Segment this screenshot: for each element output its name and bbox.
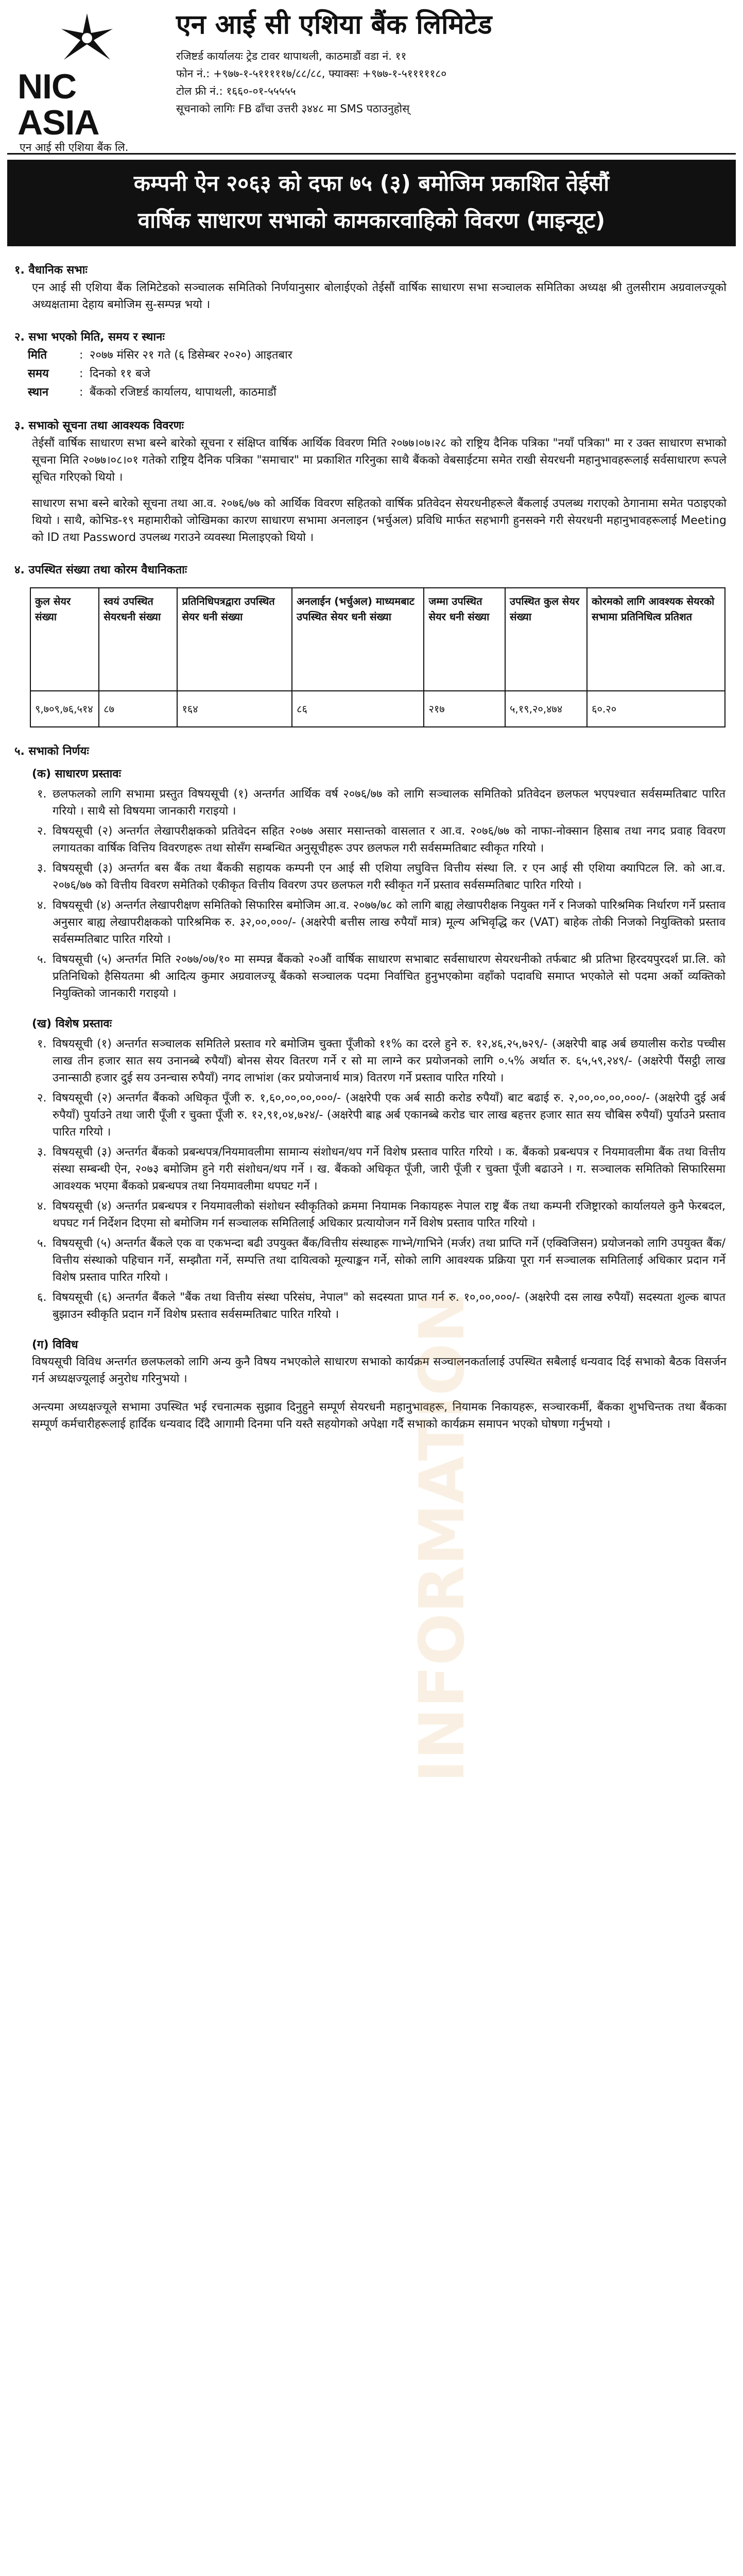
list-item xyxy=(7,951,736,1002)
section-heading: ३. सभाको सूचना तथा आवश्यक विवरणः xyxy=(14,419,184,432)
item-text: विषयसूची (१) अन्तर्गत सञ्चालक समितिले प्रस्ताव गरे बमोजिम चुक्ता पूँजीको ११% का दरले हुने रु. १२,४६,२५,७२९/- (अक्षरेपी बाह्र अर्ब छयालीस करोड पच्चीस लाख तीन हजार सात सय उनानब्बे रुपैयाँ) बोनस सेयर वितरण गर्ने र सो मा लाग्ने कर प्रयोजनको लागि ०.५% अर्थात रु. ६५,५९,२४९/- (अक्षरेपी पैंसट्ठी लाख उनान्साठी हजार दुई सय उनन्चास रुपैयाँ) नगद लाभांश (कर प्रयोजनार्थ मात्र) वितरण गर्ने प्रस्ताव पारित गरियो । xyxy=(53,1038,725,1084)
column-header: कुल सेयर संख्या xyxy=(30,588,99,691)
title-line-1: कम्पनी ऐन २०६३ को दफा ७५ (३) बमोजिम प्रकाशित तेईसौं xyxy=(133,171,610,196)
meeting-place-row xyxy=(28,383,736,402)
field-value: दिनको ११ बजे xyxy=(90,367,150,380)
column-header: कोरमको लागि आवश्यक सेयरको सभामा प्रतिनिधित्व प्रतिशत xyxy=(587,588,725,691)
special-resolutions-list xyxy=(7,1036,736,1323)
toll-free: टोल फ्री नं.: १६६०-०१-५५५५५ xyxy=(176,85,296,97)
title-line-2: वार्षिक साधारण सभाको कामकारवाहिको विवरण (माइन्यूट) xyxy=(137,208,606,233)
list-item xyxy=(7,1198,736,1232)
nic-asia-star-icon xyxy=(59,13,115,62)
field-value: २०७७ मंसिर २१ गते (६ डिसेम्बर २०२०) आइतबार xyxy=(90,349,292,362)
item-number: १. xyxy=(37,1038,47,1050)
column-header: प्रतिनिधिपत्रद्वारा उपस्थित सेयर धनी संख्या xyxy=(177,588,292,691)
item-number: ५. xyxy=(37,953,47,966)
item-text: विषयसूची (४) अन्तर्गत प्रबन्धपत्र र नियमावलीको संशोधन स्वीकृतिको क्रममा नियामक निकायहरू नेपाल राष्ट्र बैंक तथा कम्पनी रजिष्ट्रारको कार्यालयले कुनै फेरबदल, थपघट गर्न निर्देशन दिएमा सो बमोजिम गर्न सञ्चालक समितिलाई अधिकार प्रत्यायोजन गर्ने विशेष प्रस्ताव पारित गरियो । xyxy=(53,1200,725,1230)
separator: : xyxy=(79,386,83,399)
section-meeting-notice xyxy=(7,417,736,546)
section-heading: १. वैधानिक सभाः xyxy=(14,264,88,277)
table-cell: ६०.२० xyxy=(587,691,725,727)
miscellaneous-body xyxy=(7,1353,736,1433)
paragraph: विषयसूची विविध अन्तर्गत छलफलको लागि अन्य कुनै विषय नभएकोले साधारण सभाको कार्यक्रम सञ्चालनकर्तालाई उपस्थित सबैलाई धन्यवाद दिई सभाको बैठक विसर्जन गर्न अध्यक्षज्यूलाई अनुरोध गरिनुभयो । xyxy=(32,1355,727,1385)
table-cell: १६४ xyxy=(177,691,292,727)
list-item xyxy=(7,860,736,894)
table-cell: ९,७०९,७६,५१४ xyxy=(30,691,99,727)
special-resolutions-heading: (ख) विशेष प्रस्तावः xyxy=(32,1018,112,1030)
letterhead xyxy=(7,0,736,155)
table-cell: ८६ xyxy=(292,691,424,727)
field-value: बैंकको रजिष्टर्ड कार्यालय, थापाथली, काठमाडौं xyxy=(90,386,277,399)
list-item xyxy=(7,1289,736,1323)
item-text: विषयसूची (२) अन्तर्गत लेखापरीक्षकको प्रतिवेदन सहित २०७७ असार मसान्तको वासलात र आ.व. २०७६/७७ को नाफा-नोक्सान हिसाब तथा नगद प्रवाह विवरण लगायतका वार्षिक वित्तिय विवरणहरू तथा सोसँग सम्बन्धित अनुसूचीहरू उपर छलफल गरी सर्वसम्मतिबाट स्वीकृत गरियो । xyxy=(53,825,725,855)
closing-paragraph: अन्त्यमा अध्यक्षज्यूले सभामा उपस्थित भई रचनात्मक सुझाव दिनुहुने सम्पूर्ण सेयरधनी महानुभावहरू, नियामक निकायहरू, सञ्चारकर्मी, बैंकका शुभचिन्तक तथा बैंकका सम्पूर्ण कर्मचारीहरूलाई हार्दिक धन्यवाद दिँदै आगामी दिनमा पनि यस्तै सहयोगको अपेक्षा गर्दै सभाको कार्यक्रम समापन भएको घोषणा गर्नुभयो । xyxy=(32,1401,727,1431)
column-header: स्वयं उपस्थित सेयरधनी संख्या xyxy=(99,588,177,691)
sms-info: सूचनाको लागिः FB ढाँचा उत्तरी ३४४८ मा SMS पठाउनुहोस् xyxy=(176,103,410,115)
item-number: ४. xyxy=(37,899,47,912)
item-number: ३. xyxy=(37,1146,47,1159)
logo-block xyxy=(7,0,162,153)
field-label: समय xyxy=(28,367,49,380)
section-heading: ५. सभाको निर्णयः xyxy=(14,745,89,758)
logo-text: NIC ASIA xyxy=(18,67,99,142)
list-item xyxy=(7,1090,736,1141)
section-heading: २. सभा भएको मिति, समय र स्थानः xyxy=(14,331,165,344)
paragraph: तेईसौं वार्षिक साधारण सभा बस्ने बारेको सूचना र संक्षिप्त वार्षिक आर्थिक विवरण मिति २०७७।०७।२८ को राष्ट्रिय दैनिक पत्रिका "नयाँ पत्रिका" मा र उक्त साधारण सभाको सूचना मिति २०७७।०८।०१ गतेको राष्ट्रिय दैनिक पत्रिका "समाचार" मा प्रकाशित गरिनुका साथै बैंकको वेबसाईटमा समेत राखी सेयरधनी महानुभावहरूलाई सर्वसाधारण रूपले सूचित गरिएको थियो । xyxy=(32,437,727,484)
table-cell: ५,१९,२०,४७४ xyxy=(505,691,587,727)
item-text: विषयसूची (६) अन्तर्गत बैंकले "बैंक तथा वित्तीय संस्था परिसंघ, नेपाल" को सदस्यता प्राप्त गर्न रु. १०,००,०००/- (अक्षरेपी दस लाख रुपैयाँ) सदस्यता शुल्क बापत बुझाउन स्वीकृति प्रदान गर्ने विशेष प्रस्ताव सर्वसम्मतिबाट पारित गरियो । xyxy=(53,1291,725,1321)
item-number: ६. xyxy=(37,1291,47,1304)
paragraph: एन आई सी एशिया बैंक लिमिटेडको सञ्चालक समितिको निर्णयानुसार बोलाईएको तेईसौं वार्षिक साधारण सभा सञ्चालक समितिका अध्यक्ष श्री तुलसीराम अग्रवालज्यूको अध्यक्षतामा देहाय बमोजिम सु-सम्पन्न भयो । xyxy=(32,281,727,311)
list-item xyxy=(7,823,736,857)
meeting-date-row xyxy=(28,346,736,365)
section-heading: ४. उपस्थित संख्या तथा कोरम वैधानिकताः xyxy=(14,564,187,577)
item-number: १. xyxy=(37,788,47,801)
meeting-details xyxy=(7,346,736,402)
item-number: ३. xyxy=(37,862,47,875)
table-cell: २१७ xyxy=(424,691,505,727)
item-text: विषयसूची (३) अन्तर्गत बैंकको प्रबन्धपत्र/नियमावलीमा सामान्य संशोधन/थप गर्ने विशेष प्रस्ताव पारित गरियो । क. बैंकको प्रबन्धपत्र र नियमावलीमा बैंक तथा वित्तीय संस्था सम्बन्धी ऐन, २०७३ बमोजिम हुने गरी संशोधन/थप गर्ने । ख. बैंकको अधिकृत पूँजी, जारी पूँजी र चुक्ता पूँजी बढाउने । ग. सञ्चालक समितिको सिफारिसमा आवश्यक भएमा बैंकको प्रबन्धपत्र तथा नियमावलीमा थपघट गर्ने । xyxy=(53,1146,725,1193)
bank-contact-block xyxy=(162,0,736,153)
office-address: रजिष्टर्ड कार्यालयः ट्रेड टावर थापाथली, काठमाडौं वडा नं. ११ xyxy=(176,50,407,62)
field-label: स्थान xyxy=(28,386,49,399)
item-number: २. xyxy=(37,1092,47,1105)
separator: : xyxy=(79,349,83,362)
item-text: विषयसूची (५) अन्तर्गत मिति २०७७/०७/१० मा सम्पन्न बैंकको २०औं वार्षिक साधारण सभाबाट सर्वसाधारण सेयरधनीको तर्फबाट श्री प्रतिभा हिरदयपुरदर्श प्रा.लि. को प्रतिनिधिको हैसियतमा श्री आदित्य कुमार अग्रवालज्यू बैंकको सञ्चालक पदमा निर्वाचित हुनुभएकोमा वहाँको पदावधि समाप्त भएकोले सो पदमा अर्को व्यक्तिको नियुक्तिको जानकारी गराइयो । xyxy=(53,953,725,1000)
item-text: विषयसूची (४) अन्तर्गत लेखापरीक्षण समितिको सिफारिस बमोजिम आ.व. २०७७/७८ को लागि बाह्य लेखापरीक्षक नियुक्त गर्ने र निजको पारिश्रमिक निर्धारण गर्ने प्रस्ताव अनुसार बाह्य लेखापरीक्षकको पारिश्रमिक रु. ३२,००,०००/- (अक्षरेपी बत्तीस लाख रुपैयाँ मात्र) मूल्य अभिवृद्धि कर (VAT) बाहेक तोकी निजको नियुक्तिको प्रस्ताव सर्वसम्मतिबाट पारित गरियो । xyxy=(53,899,725,946)
bank-name: एन आई सी एशिया बैंक लिमिटेड xyxy=(176,9,492,40)
item-text: छलफलको लागि सभामा प्रस्तुत विषयसूची (१) अन्तर्गत आर्थिक वर्ष २०७६/७७ को लागि सञ्चालक समितिको प्रतिवेदन छलफल भएपश्चात सर्वसम्मतिबाट पारित गरियो । साथै सो विषयमा जानकारी गराइयो । xyxy=(53,788,725,818)
paragraph: साधारण सभा बस्ने बारेको सूचना तथा आ.व. २०७६/७७ को आर्थिक विवरण सहितको वार्षिक प्रतिवेदन सेयरधनीहरूले बैंकलाई उपलब्ध गराएको ठेगानामा समेत पठाइएको थियो । साथै, कोभिड-१९ महामारीको जोखिमका कारण साधारण सभामा अनलाइन (भर्चुअल) प्रविधि मार्फत सहभागी हुनसक्ने गरी सेयरधनी महानुभावहरूलाई Meeting को ID तथा Password उपलब्ध गराउने व्यवस्था मिलाइएको थियो । xyxy=(32,497,727,544)
section-body xyxy=(7,279,736,313)
list-item xyxy=(7,786,736,820)
column-header: जम्मा उपस्थित सेयर धनी संख्या xyxy=(424,588,505,691)
ordinary-resolutions-list xyxy=(7,786,736,1002)
item-text: विषयसूची (२) अन्तर्गत बैंकको अधिकृत पूँजी रु. १,६०,००,००,०००/- (अक्षरेपी एक अर्ब साठी करोड रुपैयाँ) बाट बढाई रु. २,००,००,००,०००/- (अक्षरेपी दुई अर्ब रुपैयाँ) पुर्याउने तथा जारी पूँजी र चुक्ता पूँजी रु. १२,९१,०४,७२४/- (अक्षरेपी बाह्र अर्ब एकानब्बे करोड चार लाख बहत्तर हजार सात सय चौबिस रुपैयाँ) पुर्याउने प्रस्ताव पारित गरियो । xyxy=(53,1092,726,1139)
list-item xyxy=(7,1036,736,1087)
list-item xyxy=(7,1144,736,1195)
watermark-text: INFORMATION xyxy=(407,1291,478,1783)
attendance-table xyxy=(30,587,725,727)
title-banner xyxy=(7,160,736,246)
section-decisions xyxy=(7,743,736,1433)
ordinary-resolutions-heading: (क) साधारण प्रस्तावः xyxy=(32,768,122,781)
list-item xyxy=(7,1235,736,1286)
item-number: ५. xyxy=(37,1237,47,1250)
table-cell: ८७ xyxy=(99,691,177,727)
item-number: ४. xyxy=(37,1200,47,1213)
meeting-time-row xyxy=(28,365,736,383)
item-text: विषयसूची (३) अन्तर्गत बस बैंक तथा बैंककी सहायक कम्पनी एन आई सी एशिया लघुवित्त वित्तीय संस्था लि. र एन आई सी एशिया क्यापिटल लि. को आ.व. २०७६/७७ को वित्तीय विवरण समेतिको एकीकृत वित्तीय विवरण उपर छलफल गरी स्वीकृत गर्ने प्रस्ताव सर्वसम्मतिबाट पारित गरियो । xyxy=(53,862,725,892)
item-number: २. xyxy=(37,825,47,838)
logo-subtitle: एन आई सी एशिया बैंक लि. xyxy=(20,141,129,154)
section-body xyxy=(7,435,736,546)
phone-fax: फोन नं.: +९७७-१-५१११११७/८८/८८, फ्याक्सः +९७७-१-५१११११८० xyxy=(176,67,447,80)
table-header-row xyxy=(30,588,725,691)
miscellaneous-heading: (ग) विविध xyxy=(32,1338,78,1351)
section-legal-meeting xyxy=(7,262,736,313)
column-header: उपस्थित कुल सेयर संख्या xyxy=(505,588,587,691)
column-header: अनलाईन (भर्चुअल) माध्यमबाट उपस्थित सेयर धनी संख्या xyxy=(292,588,424,691)
section-attendance xyxy=(7,562,736,727)
field-label: मिति xyxy=(28,349,47,362)
list-item xyxy=(7,897,736,948)
section-date-time-place xyxy=(7,329,736,402)
separator: : xyxy=(79,367,83,380)
table-row xyxy=(30,691,725,727)
item-text: विषयसूची (५) अन्तर्गत बैंकले एक वा एकभन्दा बढी उपयुक्त बैंक/वित्तीय संस्थाहरू गाभ्ने/गाभिने (मर्जर) तथा प्राप्ति गर्ने (एक्विजिसन) प्रयोजनको लागि उपयुक्त बैंक/वित्तीय संस्थाको पहिचान गर्ने, सम्झौता गर्ने, सम्पत्ति तथा दायित्वको मूल्याङ्कन गर्ने, सोको लागि आवश्यक प्रक्रिया पूरा गर्न सञ्चालक समितिलाई अधिकार प्रदान गर्ने विशेष प्रस्ताव पारित गरियो । xyxy=(53,1237,725,1284)
